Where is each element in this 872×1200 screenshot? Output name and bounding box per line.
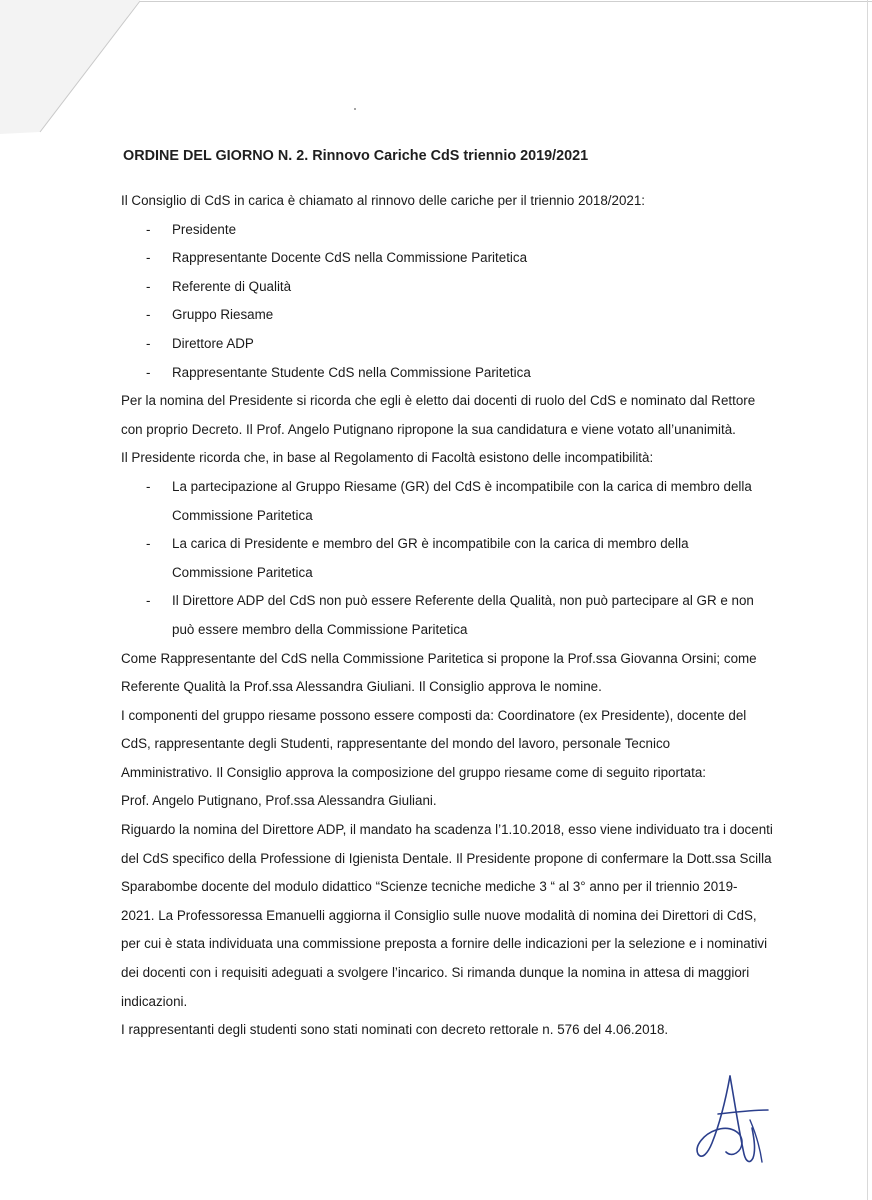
office-label: Rappresentante Docente CdS nella Commissione Paritetica: [172, 250, 528, 266]
handwritten-signature-icon: [690, 1068, 790, 1168]
students-line: I rappresentanti degli studenti sono stati nominati con decreto rettorale n. 576 del 4.06.2018.: [121, 1022, 669, 1038]
incompatibility-line: Commissione Paritetica: [172, 564, 313, 580]
list-item: [120, 473, 810, 530]
dash-marker: -: [146, 307, 151, 323]
dash-marker: -: [146, 335, 151, 351]
review-group-line: CdS, rappresentante degli Studenti, rappresentante del mondo del lavoro, personale Tecnico: [121, 736, 671, 752]
president-nomination-line: Per la nomina del Presidente si ricorda che egli è eletto dai docenti di ruolo del CdS e nominato dal Rettore: [121, 393, 756, 409]
office-label: Referente di Qualità: [172, 278, 292, 294]
dash-marker: -: [146, 593, 151, 609]
representative-line: Referente Qualità la Prof.ssa Alessandra Giuliani. Il Consiglio approva le nomine.: [121, 679, 602, 695]
adp-line: del CdS specifico della Professione di Igienista Dentale. Il Presidente propone di confermare la Dott.ssa Scilla: [121, 850, 772, 866]
list-item: [120, 359, 810, 388]
president-nomination-line: con proprio Decreto. Il Prof. Angelo Putignano ripropone la sua candidatura e viene votato all’unanimità.: [121, 421, 736, 437]
incompatibility-line: La carica di Presidente e membro del GR è incompatibile con la carica di membro della: [172, 536, 689, 552]
dash-marker: -: [146, 250, 151, 266]
incompatibility-intro: Il Presidente ricorda che, in base al Regolamento di Facoltà esistono delle incompatibilità:: [121, 450, 654, 466]
intro-paragraph: Il Consiglio di CdS in carica è chiamato al rinnovo delle cariche per il triennio 2018/2021:: [121, 193, 646, 208]
dash-marker: -: [146, 221, 151, 237]
review-group-line: Amministrativo. Il Consiglio approva la composizione del gruppo riesame come di seguito riportata:: [121, 764, 707, 780]
list-item: [120, 301, 810, 330]
adp-line: Riguardo la nomina del Direttore ADP, il mandato ha scadenza l’1.10.2018, esso viene individuato tra i docenti: [121, 822, 773, 838]
incompatibility-line: può essere membro della Commissione Paritetica: [172, 621, 468, 637]
office-label: Gruppo Riesame: [172, 307, 274, 323]
dash-marker: -: [146, 278, 151, 294]
adp-line: indicazioni.: [121, 993, 188, 1009]
list-item: [120, 273, 810, 302]
list-item: [120, 216, 810, 245]
offices-list: [120, 216, 810, 388]
document-body: [120, 146, 810, 1045]
page-right-edge: [867, 0, 868, 1200]
office-label: Direttore ADP: [172, 335, 254, 351]
incompatibility-line: La partecipazione al Gruppo Riesame (GR) del CdS è incompatibile con la carica di membro della: [172, 478, 752, 494]
list-item: [120, 587, 810, 644]
list-item: [120, 530, 810, 587]
list-item: [120, 244, 810, 273]
incompatibility-line: Il Direttore ADP del CdS non può essere Referente della Qualità, non può partecipare al GR e non: [172, 593, 754, 609]
scan-speck: [354, 108, 356, 110]
office-label: Rappresentante Studente CdS nella Commissione Paritetica: [172, 364, 531, 380]
list-item: [120, 330, 810, 359]
review-group-line: I componenti del gruppo riesame possono essere composti da: Coordinatore (ex Presidente), docente del: [121, 707, 747, 723]
agenda-title: ORDINE DEL GIORNO N. 2. Rinnovo Cariche CdS triennio 2019/2021: [123, 148, 589, 164]
incompatibility-line: Commissione Paritetica: [172, 507, 313, 523]
incompatibilities-list: [120, 473, 810, 645]
adp-line: dei docenti con i requisiti adeguati a svolgere l’incarico. Si rimanda dunque la nomina in attesa di maggiori: [121, 965, 750, 981]
dash-marker: -: [146, 536, 151, 552]
folded-corner-shape: [0, 0, 150, 140]
adp-line: 2021. La Professoressa Emanuelli aggiorna il Consiglio sulle nuove modalità di nomina dei Direttori di CdS,: [121, 907, 757, 923]
dash-marker: -: [146, 478, 151, 494]
dash-marker: -: [146, 364, 151, 380]
review-group-line: Prof. Angelo Putignano, Prof.ssa Alessandra Giuliani.: [121, 793, 437, 809]
representative-line: Come Rappresentante del CdS nella Commissione Paritetica si propone la Prof.ssa Giovanna Orsini; come: [121, 650, 757, 666]
adp-line: Sparabombe docente del modulo didattico “Scienze tecniche mediche 3 “ al 3° anno per il triennio 2019-: [121, 879, 738, 895]
page-top-edge: [140, 1, 872, 2]
office-label: Presidente: [172, 221, 237, 237]
adp-line: per cui è stata individuata una commissione preposta a fornire delle indicazioni per la selezione e i nominativi: [121, 936, 768, 952]
